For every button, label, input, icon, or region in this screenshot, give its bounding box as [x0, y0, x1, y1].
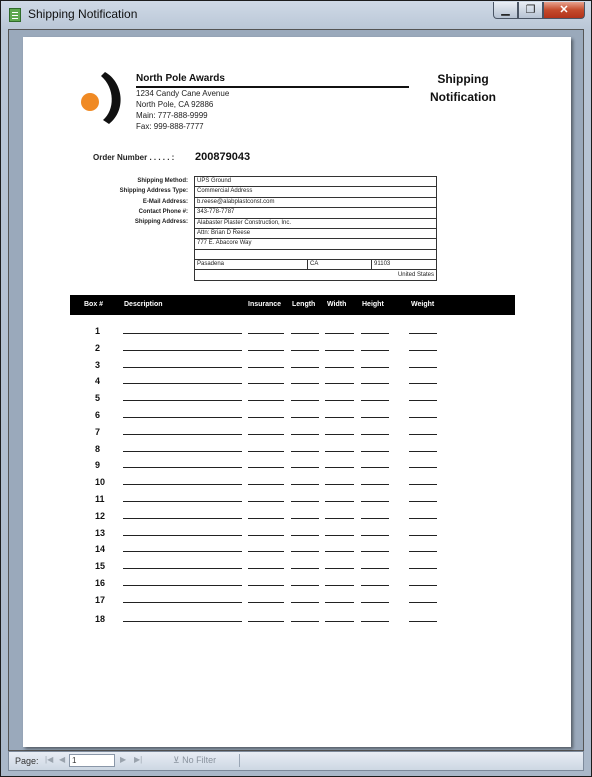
document-title-line: Notification [430, 90, 496, 104]
email-value: b.reese@alabplastconst.com [194, 197, 437, 207]
entry-underline [291, 585, 319, 586]
entry-underline [123, 551, 242, 552]
entry-underline [325, 350, 354, 351]
entry-underline [361, 350, 389, 351]
entry-underline [291, 621, 319, 622]
entry-underline [361, 367, 389, 368]
entry-underline [361, 568, 389, 569]
phone-value: 343-778-7787 [194, 207, 437, 217]
entry-underline [361, 451, 389, 452]
entry-underline [409, 621, 437, 622]
entry-underline [291, 367, 319, 368]
entry-underline [248, 383, 284, 384]
entry-underline [248, 501, 284, 502]
entry-underline [325, 451, 354, 452]
address-line: Main: 777-888-9999 [136, 111, 208, 120]
box-number: 6 [95, 410, 101, 420]
box-number: 18 [95, 614, 106, 624]
entry-underline [291, 551, 319, 552]
entry-underline [291, 602, 319, 603]
entry-underline [361, 400, 389, 401]
company-name: North Pole Awards [136, 73, 225, 84]
address-line4-value [194, 249, 437, 259]
entry-underline [409, 400, 437, 401]
entry-underline [325, 535, 354, 536]
box-number: 1 [95, 326, 101, 336]
entry-underline [248, 367, 284, 368]
address-line: 1234 Candy Cane Avenue [136, 89, 230, 98]
entry-underline [325, 484, 354, 485]
filter-indicator[interactable] [173, 755, 216, 766]
city-state-zip-row [194, 259, 437, 269]
box-number: 16 [95, 578, 106, 588]
box-number: 17 [95, 595, 106, 605]
report-icon [9, 8, 21, 22]
entry-underline [409, 551, 437, 552]
box-number: 10 [95, 477, 106, 487]
entry-underline [248, 602, 284, 603]
entry-underline [123, 518, 242, 519]
entry-underline [409, 535, 437, 536]
window-title: Shipping Notification [28, 7, 138, 21]
entry-underline [325, 585, 354, 586]
box-number: 3 [95, 360, 101, 370]
field-label: Shipping Address: [134, 219, 188, 226]
entry-underline [291, 467, 319, 468]
entry-underline [409, 451, 437, 452]
col-box: Box # [84, 301, 104, 308]
order-number-value: 200879043 [195, 151, 251, 163]
entry-underline [291, 501, 319, 502]
entry-underline [291, 484, 319, 485]
field-label: Shipping Method: [137, 178, 188, 184]
title-bar[interactable] [1, 1, 591, 29]
filter-text: No Filter [182, 755, 217, 765]
entry-underline [123, 417, 242, 418]
entry-underline [248, 518, 284, 519]
close-button[interactable]: ✕ [543, 2, 585, 19]
entry-underline [409, 383, 437, 384]
next-page-button[interactable]: ▶ [120, 755, 127, 764]
field-label: Shipping Address Type: [119, 188, 188, 195]
address-line1-value: Alabaster Plaster Construction, Inc. [194, 218, 437, 228]
entry-underline [325, 417, 354, 418]
entry-underline [361, 484, 389, 485]
entry-underline [291, 417, 319, 418]
entry-underline [361, 518, 389, 519]
field-label: E-Mail Address: [142, 198, 188, 205]
entry-underline [361, 383, 389, 384]
entry-underline [409, 484, 437, 485]
entry-underline [123, 451, 242, 452]
entry-underline [325, 367, 354, 368]
col-width: Width [327, 301, 347, 308]
entry-underline [325, 467, 354, 468]
field-label: Contact Phone #: [138, 208, 188, 215]
entry-underline [361, 602, 389, 603]
entry-underline [248, 434, 284, 435]
entry-underline [123, 400, 242, 401]
status-spacer [239, 754, 580, 767]
col-length: Length [292, 301, 316, 308]
box-table-header [70, 295, 515, 315]
entry-underline [325, 621, 354, 622]
entry-underline [361, 535, 389, 536]
entry-underline [409, 501, 437, 502]
entry-underline [248, 451, 284, 452]
address-line: Fax: 999-888-7777 [136, 122, 204, 131]
report-page [23, 37, 571, 747]
entry-underline [248, 621, 284, 622]
entry-underline [361, 621, 389, 622]
entry-underline [123, 350, 242, 351]
entry-underline [123, 367, 242, 368]
box-number: 2 [95, 343, 101, 353]
entry-underline [361, 417, 389, 418]
entry-underline [409, 568, 437, 569]
maximize-button[interactable]: ❐ [518, 2, 543, 19]
entry-underline [291, 518, 319, 519]
entry-underline [123, 621, 242, 622]
entry-underline [123, 434, 242, 435]
entry-underline [123, 602, 242, 603]
filter-icon: ⊻ [173, 755, 180, 765]
entry-underline [409, 333, 437, 334]
box-number: 5 [95, 393, 101, 403]
first-page-button[interactable]: |◀ [45, 755, 54, 764]
page-label: Page: [15, 756, 39, 766]
box-number: 15 [95, 561, 106, 571]
entry-underline [409, 467, 437, 468]
entry-underline [291, 350, 319, 351]
entry-underline [291, 333, 319, 334]
box-number: 4 [95, 376, 101, 386]
entry-underline [409, 367, 437, 368]
entry-underline [361, 551, 389, 552]
entry-underline [248, 350, 284, 351]
state-value: CA [308, 260, 372, 268]
entry-underline [325, 383, 354, 384]
country-value: United States [194, 270, 437, 281]
entry-underline [248, 551, 284, 552]
entry-underline [123, 484, 242, 485]
entry-underline [248, 417, 284, 418]
entry-underline [123, 383, 242, 384]
entry-underline [325, 501, 354, 502]
entry-underline [291, 535, 319, 536]
header-rule [136, 86, 409, 88]
entry-underline [291, 451, 319, 452]
logo-black-arc [101, 72, 121, 124]
minimize-button[interactable]: ▁ [493, 2, 518, 19]
entry-underline [291, 383, 319, 384]
entry-underline [123, 568, 242, 569]
entry-underline [325, 518, 354, 519]
address-line3-value: 777 E. Abacore Way [194, 238, 437, 248]
entry-underline [325, 333, 354, 334]
col-insurance: Insurance [248, 301, 282, 308]
entry-underline [361, 585, 389, 586]
address-line: North Pole, CA 92886 [136, 100, 214, 109]
entry-underline [361, 333, 389, 334]
box-number: 13 [95, 528, 106, 538]
entry-underline [409, 417, 437, 418]
logo-orange-dot [81, 93, 99, 111]
entry-underline [123, 333, 242, 334]
entry-underline [325, 568, 354, 569]
col-description: Description [124, 301, 163, 308]
box-number: 14 [95, 544, 106, 554]
city-value: Pasadena [195, 260, 308, 268]
document-title-line: Shipping [437, 72, 489, 86]
entry-underline [248, 467, 284, 468]
entry-underline [325, 551, 354, 552]
entry-underline [361, 467, 389, 468]
box-number: 8 [95, 444, 101, 454]
entry-underline [361, 501, 389, 502]
entry-underline [325, 602, 354, 603]
entry-underline [248, 568, 284, 569]
address-line2-value: Attn: Brian D Reese [194, 228, 437, 238]
entry-underline [123, 467, 242, 468]
entry-underline [409, 518, 437, 519]
entry-underline [291, 400, 319, 401]
box-number: 11 [95, 494, 105, 504]
entry-underline [325, 434, 354, 435]
entry-underline [248, 333, 284, 334]
box-number: 12 [95, 511, 106, 521]
shipping-field-labels [93, 176, 188, 227]
order-number-label: Order Number . . . . . : [93, 153, 175, 162]
zip-value: 91103 [374, 261, 391, 268]
entry-underline [409, 350, 437, 351]
page-number-input[interactable]: 1 [69, 754, 115, 767]
entry-underline [409, 585, 437, 586]
company-logo [79, 70, 127, 126]
entry-underline [409, 602, 437, 603]
box-number: 7 [95, 427, 101, 437]
box-number: 9 [95, 460, 101, 470]
entry-underline [248, 535, 284, 536]
address-type-value: Commercial Address [194, 186, 437, 196]
status-bar [8, 751, 584, 771]
shipping-info-box [194, 176, 437, 281]
entry-underline [248, 400, 284, 401]
entry-underline [409, 434, 437, 435]
entry-underline [361, 434, 389, 435]
entry-underline [123, 535, 242, 536]
col-height: Height [362, 301, 384, 308]
col-weight: Weight [411, 301, 435, 308]
entry-underline [248, 484, 284, 485]
entry-underline [123, 501, 242, 502]
shipping-method-value: UPS Ground [194, 176, 437, 186]
entry-underline [291, 434, 319, 435]
entry-underline [123, 585, 242, 586]
entry-underline [291, 568, 319, 569]
previous-page-button[interactable]: ◀ [59, 755, 66, 764]
entry-underline [325, 400, 354, 401]
last-page-button[interactable]: ▶| [134, 755, 143, 764]
entry-underline [248, 585, 284, 586]
document-title [421, 70, 505, 106]
